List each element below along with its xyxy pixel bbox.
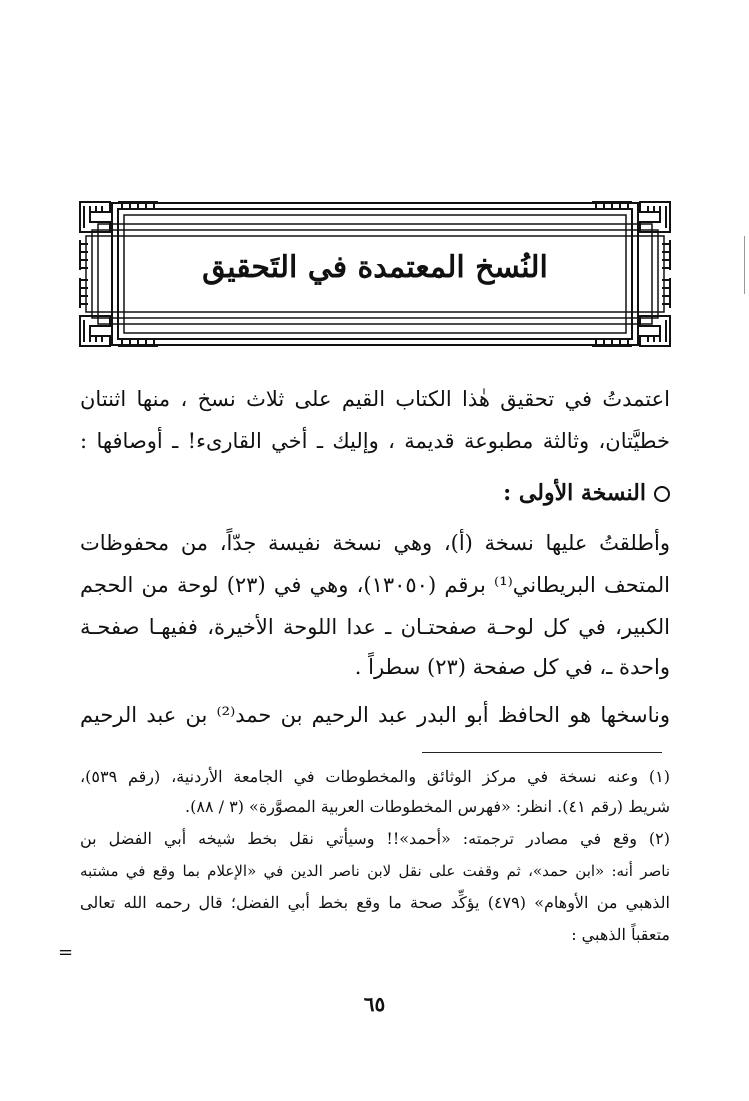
footnote-line: (١) وعنه نسخة في مركز الوثائق والمخطوطات في الجامعة الأردنية، (رقم ٥٣٩)، [80, 767, 670, 786]
footnote-line: الذهبي من الأوهام» (٤٧٩) يؤكِّد صحة ما وقع بخط أبي الفضل؛ قال رحمه الله تعالى [80, 893, 671, 912]
continuation-mark: = [58, 942, 74, 963]
page-number: ٦٥ [363, 992, 386, 1016]
page-title: النُسخ المعتمدة في التَحقيق [202, 250, 548, 285]
section-heading-text: النسخة الأولى : [503, 480, 646, 506]
footnote-line: ناصر أنه: «ابن حمد»، ثم وقفت على نقل لابن ناصر الدين في «الإعلام بما وقع في مشتبه [80, 862, 670, 880]
paragraph-line: الكبير، في كل لوحـة صفحتـان ـ عدا اللوحة الأخيرة، ففيهـا صفحـة [80, 615, 670, 639]
paragraph-line: وناسخها هو الحافظ أبو البدر عبد الرحيم بن حمد⁽²⁾ بن عبد الرحيم [80, 703, 670, 727]
paragraph-line: المتحف البريطاني⁽¹⁾ برقم (١٣٠٥٠)، وهي في (٢٣) لوحة من الحجم [80, 573, 670, 597]
edge-scan-mark [744, 236, 745, 294]
footnotes [80, 764, 670, 974]
footnote-line: شريط (رقم ٤١). انظر: «فهرس المخطوطات العربية المصوَّرة» (٣ / ٨٨). [185, 797, 670, 816]
circle-bullet-icon [654, 486, 670, 502]
footnote-separator [422, 752, 662, 753]
paragraph-line: اعتمدتُ في تحقيق هٰذا الكتاب القيم على ثلاث نسخ ، منها اثنتان [80, 387, 670, 411]
title-frame [78, 200, 672, 348]
paragraph-line: وأطلقتُ عليها نسخة (أ)، وهي نسخة نفيسة جدّاً، من محفوظات [80, 531, 670, 555]
footnote-line: (٢) وقع في مصادر ترجمته: «أحمد»!! وسيأتي نقل بخط شيخه أبي الفضل بن [80, 829, 670, 848]
footnote-line: متعقباً الذهبي : [571, 925, 670, 944]
main-text [80, 384, 670, 727]
section-heading [80, 478, 670, 508]
paragraph-line: خطيَّتان، وثالثة مطبوعة قديمة ، وإليك ـ أخي القارىء! ـ أوصافها : [80, 429, 670, 453]
paragraph-line: واحدة ـ، في كل صفحة (٢٣) سطراً . [354, 655, 670, 679]
